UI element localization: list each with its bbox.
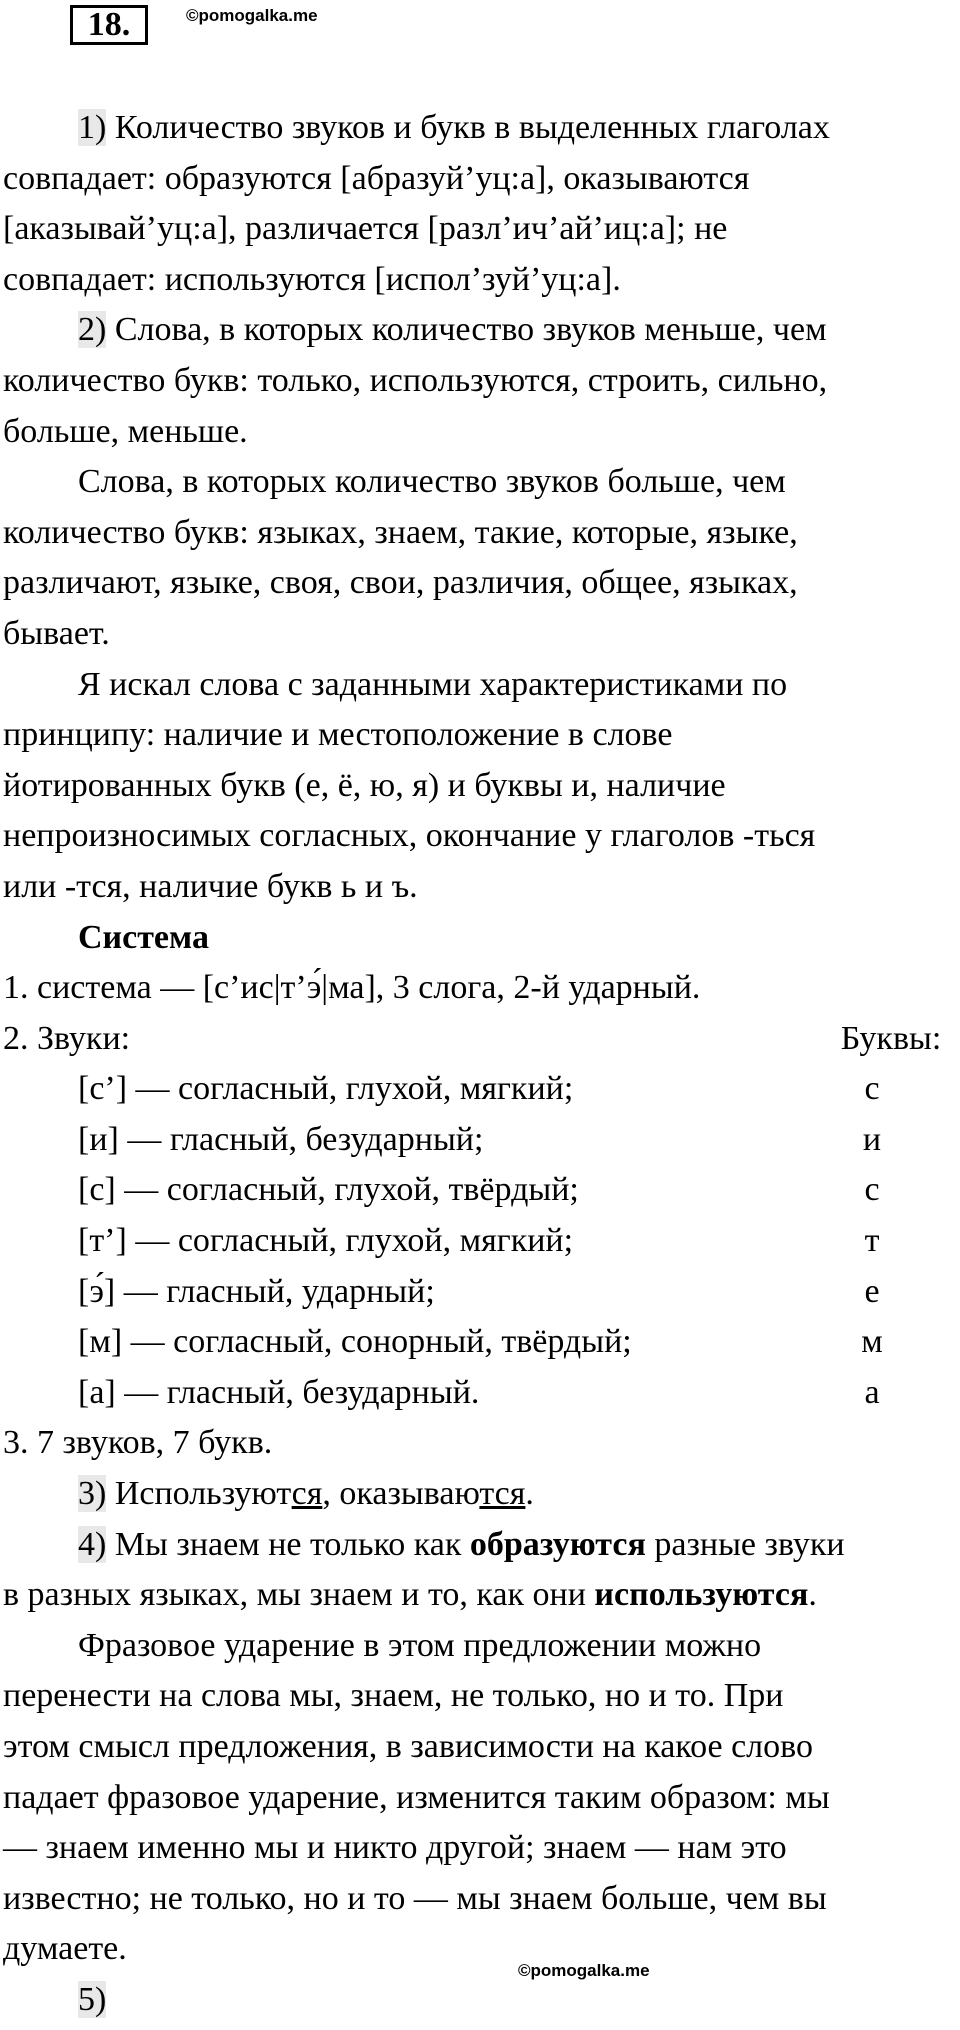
sound-row	[0, 1267, 960, 1318]
underlined-suffix: тся	[479, 1475, 526, 1513]
solution-text	[0, 103, 960, 2026]
part5-marker: 5)	[78, 1980, 107, 2018]
part2-line11: непроизносимых согласных, окончание у глаголов -ться	[3, 817, 816, 855]
sound-row	[0, 1317, 960, 1368]
part4-line1: 4) Мы знаем не только как образуются разные звуки	[78, 1525, 845, 1563]
watermark-bottom: ©pomogalka.me	[518, 1961, 650, 1980]
task-number-box: 18.	[70, 5, 148, 45]
bold-word: образуются	[469, 1525, 646, 1563]
sound-description: [а] — гласный, безударный.	[78, 1373, 480, 1411]
part2-line6: различают, языке, своя, свои, различия, общее, языках,	[3, 564, 798, 602]
part4-line3: Фразовое ударение в этом предложении можно	[78, 1626, 762, 1664]
part1-line4: совпадает: используются [испол’зуй’уц:а].	[3, 260, 621, 298]
sound-row	[0, 1216, 960, 1267]
part2-line12: или -тся, наличие букв ь и ъ.	[3, 867, 418, 905]
sounds-header: 2. Звуки:	[3, 1019, 131, 1057]
part4-line9: думаете.	[3, 1930, 127, 1968]
part4-line7: — знаем именно мы и никто другой; знаем — нам это	[3, 1829, 787, 1867]
part2-line2: количество букв: только, используются, строить, сильно,	[3, 361, 828, 399]
part2-line4: Слова, в которых количество звуков больше, чем	[78, 463, 786, 501]
sound-letter: м	[861, 1323, 883, 1361]
part2-line10: йотированных букв (е, ё, ю, я) и буквы и, наличие	[3, 766, 726, 804]
part5-line	[0, 1975, 960, 2026]
sound-row	[0, 1064, 960, 1115]
sound-row	[0, 1115, 960, 1166]
bold-word: используются	[594, 1576, 809, 1614]
part2-line8: Я искал слова с заданными характеристиками по	[78, 665, 788, 703]
part1-line1: 1) Количество звуков и букв в выделенных глаголах	[78, 109, 830, 146]
part2-line1: 2) Слова, в которых количество звуков меньше, чем	[78, 311, 827, 349]
part1-line3: [аказывай’уц:а], различается [разл’ич’ай’иц:а]; не	[3, 210, 728, 248]
part3-line: 3) Используются, оказываются.	[78, 1475, 534, 1513]
sounds-letters-header	[0, 1014, 960, 1065]
part4-line5: этом смысл предложения, в зависимости на какое слово	[3, 1728, 813, 1765]
sound-description: [м] — согласный, сонорный, твёрдый;	[78, 1323, 632, 1361]
sound-row	[0, 1165, 960, 1216]
sound-row	[0, 1368, 960, 1419]
watermark-top: ©pomogalka.me	[186, 6, 318, 25]
part4-marker: 4)	[78, 1525, 107, 1563]
part2-line5: количество букв: языках, знаем, такие, которые, языке,	[3, 513, 798, 551]
sound-description: [с] — согласный, глухой, твёрдый;	[78, 1171, 579, 1209]
sound-letter: а	[864, 1373, 880, 1411]
part1-line2: совпадает: образуются [абразуй’уц:а], оказываются	[3, 159, 750, 197]
sound-letter: т	[864, 1222, 880, 1260]
analysis-item1: 1. система — [с’ис|т’э́|ма], 3 слога, 2-й ударный.	[3, 969, 701, 1007]
letters-header: Буквы:	[840, 1019, 942, 1057]
sound-description: [с’] — согласный, глухой, мягкий;	[78, 1070, 574, 1108]
sound-letter: с	[864, 1070, 880, 1108]
part4-line6: падает фразовое ударение, изменится таким образом: мы	[3, 1778, 830, 1816]
sound-letter: е	[864, 1272, 880, 1310]
sound-description: [э́] — гласный, ударный;	[78, 1272, 435, 1310]
sound-letter: с	[864, 1171, 880, 1209]
underlined-suffix: ся	[291, 1475, 323, 1513]
analysis-heading: Система	[78, 918, 209, 956]
part4-line2: в разных языках, мы знаем и то, как они используются.	[3, 1576, 817, 1614]
sound-letter: и	[862, 1120, 882, 1158]
sound-description: [и] — гласный, безударный;	[78, 1120, 484, 1158]
part2-line3: больше, меньше.	[3, 412, 248, 450]
part4-line4: перенести на слова мы, знаем, не только, но и то. При	[3, 1677, 784, 1715]
sound-description: [т’] — согласный, глухой, мягкий;	[78, 1222, 574, 1260]
analysis-item3: 3. 7 звуков, 7 букв.	[3, 1424, 273, 1462]
part3-marker: 3)	[78, 1475, 107, 1513]
part1-marker: 1)	[78, 109, 107, 146]
part2-line9: принципу: наличие и местоположение в слове	[3, 716, 673, 754]
part2-line7: бывает.	[3, 614, 110, 652]
part2-marker: 2)	[78, 311, 107, 349]
part4-line8: известно; не только, но и то — мы знаем больше, чем вы	[3, 1879, 827, 1917]
